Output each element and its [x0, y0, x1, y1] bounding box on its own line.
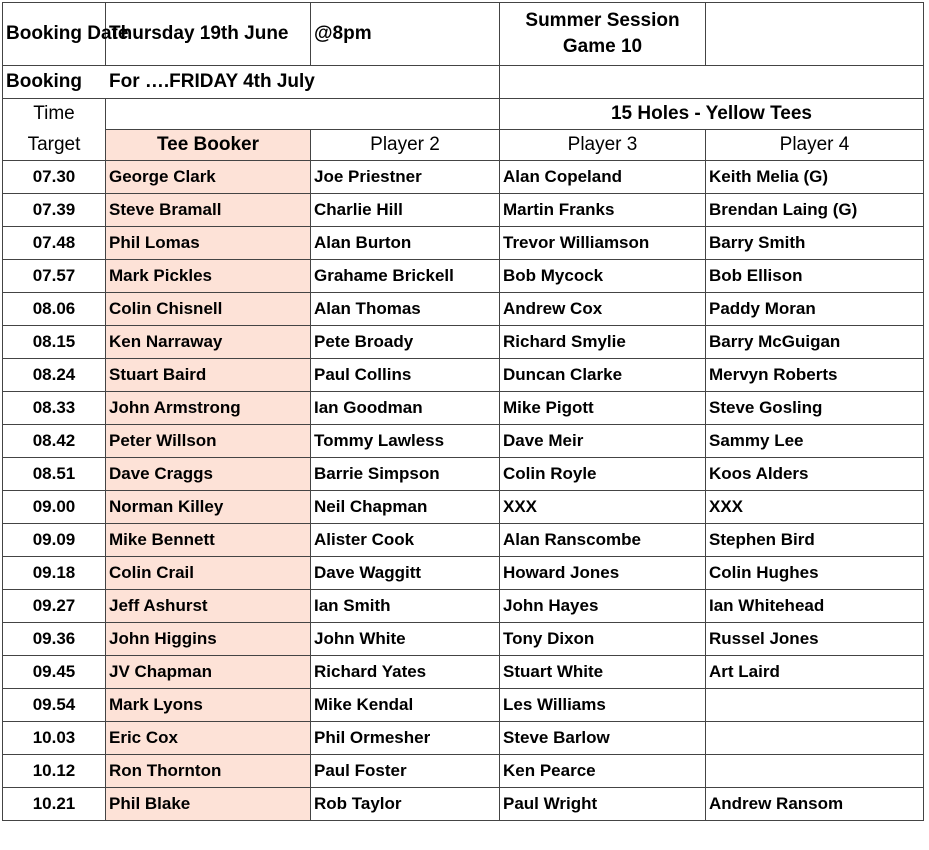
player-3-cell: Alan Ranscombe — [500, 524, 706, 557]
table-row — [3, 656, 924, 689]
session-name: Summer Session — [525, 10, 680, 31]
tee-booker-cell: Colin Chisnell — [106, 293, 311, 326]
tee-time-cell: 10.21 — [3, 788, 106, 821]
player-3-cell: Les Williams — [500, 689, 706, 722]
tee-time-cell: 09.18 — [3, 557, 106, 590]
player-3-cell: John Hayes — [500, 590, 706, 623]
player-4-cell: Stephen Bird — [706, 524, 924, 557]
tee-booker-cell: John Armstrong — [106, 392, 311, 425]
player-4-cell: Andrew Ransom — [706, 788, 924, 821]
time-label: Time — [3, 99, 106, 130]
tee-time-cell: 08.24 — [3, 359, 106, 392]
tee-time-cell: 10.03 — [3, 722, 106, 755]
tee-time-cell: 08.33 — [3, 392, 106, 425]
player-2-cell: Dave Waggitt — [311, 557, 500, 590]
target-label: Target — [3, 130, 106, 161]
column-header-player-3: Player 3 — [500, 130, 706, 161]
table-row — [3, 194, 924, 227]
table-row — [3, 227, 924, 260]
player-4-cell: Barry McGuigan — [706, 326, 924, 359]
tee-booker-cell: Phil Lomas — [106, 227, 311, 260]
tee-time-cell: 07.39 — [3, 194, 106, 227]
tee-time-cell: 09.54 — [3, 689, 106, 722]
player-4-cell: Colin Hughes — [706, 557, 924, 590]
tee-time-cell: 07.48 — [3, 227, 106, 260]
table-row — [3, 755, 924, 788]
booking-date: Thursday 19th June — [106, 3, 311, 66]
player-3-cell: Tony Dixon — [500, 623, 706, 656]
player-2-cell: Mike Kendal — [311, 689, 500, 722]
player-2-cell: Paul Collins — [311, 359, 500, 392]
tee-time-cell: 10.12 — [3, 755, 106, 788]
player-4-cell: Steve Gosling — [706, 392, 924, 425]
player-2-cell: Tommy Lawless — [311, 425, 500, 458]
tee-time-cell: 08.51 — [3, 458, 106, 491]
table-row — [3, 722, 924, 755]
tee-booker-cell: John Higgins — [106, 623, 311, 656]
game-number: Game 10 — [562, 36, 643, 57]
table-row — [3, 161, 924, 194]
tee-booker-cell: Peter Willson — [106, 425, 311, 458]
table-row — [3, 689, 924, 722]
player-2-cell: Paul Foster — [311, 755, 500, 788]
player-4-cell: XXX — [706, 491, 924, 524]
booking-for: For ….FRIDAY 4th July — [106, 66, 500, 99]
player-2-cell: Alister Cook — [311, 524, 500, 557]
tee-booker-cell: Dave Craggs — [106, 458, 311, 491]
tee-booker-cell: Jeff Ashurst — [106, 590, 311, 623]
tee-time-cell: 09.00 — [3, 491, 106, 524]
table-row — [3, 260, 924, 293]
player-4-cell: Brendan Laing (G) — [706, 194, 924, 227]
player-3-cell: Trevor Williamson — [500, 227, 706, 260]
player-3-cell: Andrew Cox — [500, 293, 706, 326]
time-empty-cell — [106, 99, 500, 130]
table-row — [3, 326, 924, 359]
player-3-cell: Colin Royle — [500, 458, 706, 491]
column-header-player-2: Player 2 — [311, 130, 500, 161]
player-2-cell: Alan Thomas — [311, 293, 500, 326]
player-2-cell: Ian Goodman — [311, 392, 500, 425]
player-2-cell: Barrie Simpson — [311, 458, 500, 491]
tee-booker-cell: Steve Bramall — [106, 194, 311, 227]
tee-time-cell: 07.30 — [3, 161, 106, 194]
tee-booking-sheet — [2, 2, 924, 821]
player-2-cell: Richard Yates — [311, 656, 500, 689]
tee-booker-cell: Mike Bennett — [106, 524, 311, 557]
table-row — [3, 623, 924, 656]
tee-time-cell: 08.42 — [3, 425, 106, 458]
player-2-cell: Grahame Brickell — [311, 260, 500, 293]
table-row — [3, 590, 924, 623]
player-2-cell: Neil Chapman — [311, 491, 500, 524]
player-2-cell: Phil Ormesher — [311, 722, 500, 755]
tee-booker-cell: George Clark — [106, 161, 311, 194]
tee-booker-cell: Stuart Baird — [106, 359, 311, 392]
table-row — [3, 557, 924, 590]
tee-time-cell: 09.36 — [3, 623, 106, 656]
player-3-cell: Bob Mycock — [500, 260, 706, 293]
tee-time-cell: 08.06 — [3, 293, 106, 326]
column-header-tee-booker: Tee Booker — [106, 130, 311, 161]
player-3-cell: Alan Copeland — [500, 161, 706, 194]
player-4-cell — [706, 755, 924, 788]
tee-booker-cell: Mark Lyons — [106, 689, 311, 722]
booking-empty-cell — [500, 66, 924, 99]
tee-booker-cell: Ken Narraway — [106, 326, 311, 359]
player-3-cell: Ken Pearce — [500, 755, 706, 788]
player-2-cell: Charlie Hill — [311, 194, 500, 227]
tee-time-cell: 09.09 — [3, 524, 106, 557]
table-row — [3, 524, 924, 557]
player-3-cell: Richard Smylie — [500, 326, 706, 359]
column-header-player-4: Player 4 — [706, 130, 924, 161]
table-row — [3, 425, 924, 458]
player-3-cell: Stuart White — [500, 656, 706, 689]
tee-booker-cell: Norman Killey — [106, 491, 311, 524]
player-3-cell: Dave Meir — [500, 425, 706, 458]
tee-booker-cell: Ron Thornton — [106, 755, 311, 788]
table-row — [3, 392, 924, 425]
player-4-cell: Art Laird — [706, 656, 924, 689]
tee-booker-cell: Eric Cox — [106, 722, 311, 755]
player-4-cell: Koos Alders — [706, 458, 924, 491]
player-4-cell: Bob Ellison — [706, 260, 924, 293]
player-2-cell: Pete Broady — [311, 326, 500, 359]
table-row — [3, 458, 924, 491]
tee-time-cell: 07.57 — [3, 260, 106, 293]
booking-label: Booking — [3, 66, 106, 99]
player-2-cell: John White — [311, 623, 500, 656]
player-4-cell: Barry Smith — [706, 227, 924, 260]
player-2-cell: Rob Taylor — [311, 788, 500, 821]
player-4-cell: Mervyn Roberts — [706, 359, 924, 392]
player-4-cell: Paddy Moran — [706, 293, 924, 326]
player-3-cell: Mike Pigott — [500, 392, 706, 425]
table-row — [3, 491, 924, 524]
player-3-cell: XXX — [500, 491, 706, 524]
tee-time-cell: 09.27 — [3, 590, 106, 623]
booking-time: @8pm — [311, 3, 500, 66]
tee-booker-cell: Colin Crail — [106, 557, 311, 590]
tee-booker-cell: Mark Pickles — [106, 260, 311, 293]
player-3-cell: Duncan Clarke — [500, 359, 706, 392]
tee-booker-cell: JV Chapman — [106, 656, 311, 689]
course-info: 15 Holes - Yellow Tees — [500, 99, 924, 130]
booking-date-label: Booking Date — [3, 3, 106, 66]
tee-time-cell: 08.15 — [3, 326, 106, 359]
player-2-cell: Ian Smith — [311, 590, 500, 623]
player-4-cell — [706, 722, 924, 755]
table-row — [3, 359, 924, 392]
table-row — [3, 788, 924, 821]
player-4-cell: Keith Melia (G) — [706, 161, 924, 194]
player-4-cell: Russel Jones — [706, 623, 924, 656]
player-4-cell: Sammy Lee — [706, 425, 924, 458]
player-3-cell: Howard Jones — [500, 557, 706, 590]
tee-booker-cell: Phil Blake — [106, 788, 311, 821]
session-title — [500, 3, 706, 66]
player-3-cell: Martin Franks — [500, 194, 706, 227]
header-empty-cell — [706, 3, 924, 66]
player-4-cell — [706, 689, 924, 722]
player-3-cell: Paul Wright — [500, 788, 706, 821]
table-row — [3, 293, 924, 326]
tee-time-cell: 09.45 — [3, 656, 106, 689]
player-3-cell: Steve Barlow — [500, 722, 706, 755]
player-2-cell: Alan Burton — [311, 227, 500, 260]
player-4-cell: Ian Whitehead — [706, 590, 924, 623]
player-2-cell: Joe Priestner — [311, 161, 500, 194]
